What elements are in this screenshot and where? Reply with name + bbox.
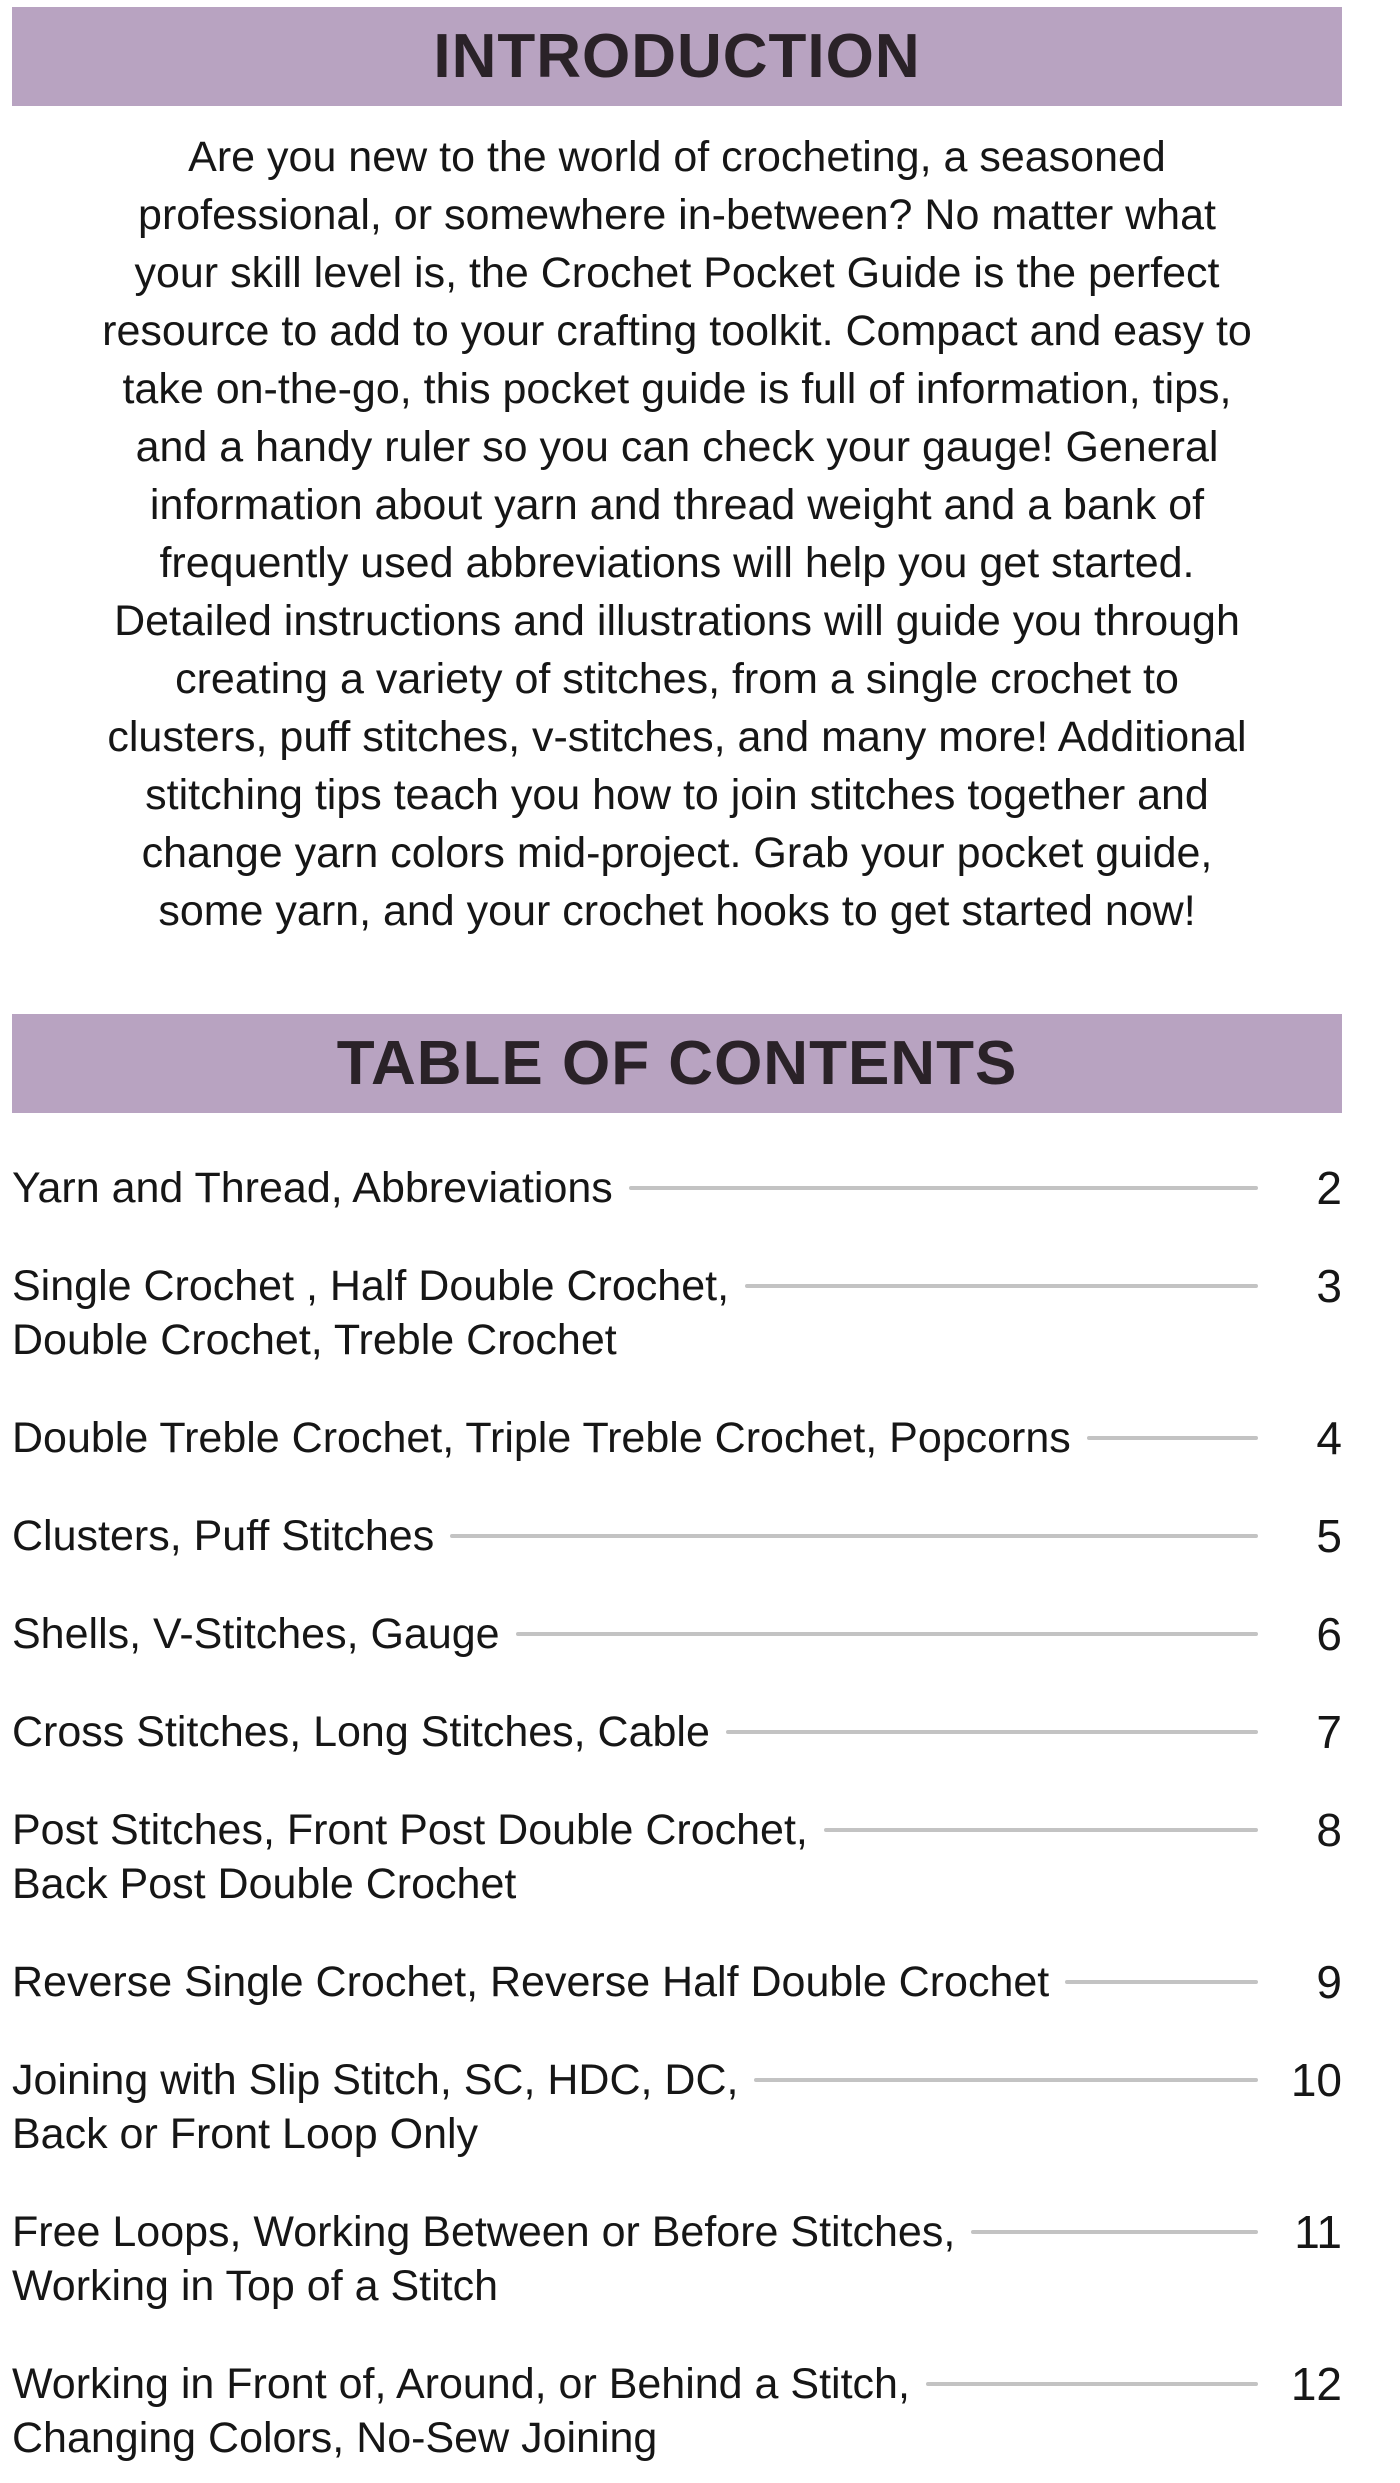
introduction-header-bar: [12, 7, 1342, 106]
intro-line: resource to add to your crafting toolkit. Compact and easy to: [102, 307, 1252, 355]
toc-entry-row: [12, 1705, 1342, 1759]
toc-leader-line: [629, 1186, 1258, 1190]
toc-entry-title: Free Loops, Working Between or Before Stitches,: [12, 2207, 956, 2256]
toc-entry-subtitle: Back Post Double Crochet: [12, 1860, 517, 1908]
toc-entry: [12, 1161, 1342, 1215]
intro-line: stitching tips teach you how to join stitches together and: [145, 771, 1209, 819]
toc-entry-title: Working in Front of, Around, or Behind a Stitch,: [12, 2359, 910, 2408]
page-content: [12, 7, 1342, 2465]
toc-entry-row: [12, 2205, 1342, 2259]
toc-leader-line: [824, 1828, 1258, 1832]
toc-entry: [12, 1955, 1342, 2009]
toc-page-number: 5: [1316, 1510, 1342, 1562]
toc-entry-subtitle: Double Crochet, Treble Crochet: [12, 1316, 617, 1364]
introduction-paragraph: [12, 128, 1342, 940]
table-of-contents-title: TABLE OF CONTENTS: [336, 1029, 1018, 1098]
intro-line: clusters, puff stitches, v-stitches, and many more! Additional: [107, 713, 1247, 761]
toc-leader-line: [450, 1534, 1258, 1538]
toc-page-number: 12: [1290, 2358, 1342, 2410]
intro-line: change yarn colors mid-project. Grab your pocket guide,: [141, 829, 1213, 877]
toc-entry-title: Clusters, Puff Stitches: [12, 1511, 435, 1560]
toc-page-number: 2: [1316, 1162, 1342, 1214]
toc-entry-subtitle: Working in Top of a Stitch: [12, 2262, 498, 2310]
toc-leader-line: [1087, 1436, 1258, 1440]
table-of-contents-list: [12, 1161, 1342, 2465]
toc-entry: [12, 1259, 1342, 1367]
toc-entry-row: [12, 1259, 1342, 1313]
toc-entry: [12, 2357, 1342, 2465]
toc-entry-title: Yarn and Thread, Abbreviations: [12, 1163, 613, 1212]
toc-entry-row: [12, 2357, 1342, 2411]
toc-leader-line: [745, 1284, 1258, 1288]
intro-line: Detailed instructions and illustrations will guide you through: [114, 597, 1240, 645]
toc-leader-line: [726, 1730, 1258, 1734]
toc-page-number: 7: [1316, 1706, 1342, 1758]
toc-leader-line: [1065, 1980, 1258, 1984]
toc-entry: [12, 1803, 1342, 1911]
toc-entry: [12, 2053, 1342, 2161]
toc-entry-row: [12, 1509, 1342, 1563]
toc-entry-row: [12, 1161, 1342, 1215]
intro-line: and a handy ruler so you can check your gauge! General: [135, 423, 1219, 471]
toc-entry-row: [12, 1803, 1342, 1857]
toc-entry: [12, 1411, 1342, 1465]
toc-entry-title: Cross Stitches, Long Stitches, Cable: [12, 1707, 710, 1756]
introduction-title: INTRODUCTION: [433, 22, 921, 91]
toc-entry: [12, 1705, 1342, 1759]
intro-line: take on-the-go, this pocket guide is full of information, tips,: [122, 365, 1232, 413]
toc-leader-line: [516, 1632, 1258, 1636]
intro-line: creating a variety of stitches, from a single crochet to: [175, 655, 1179, 703]
intro-line: frequently used abbreviations will help you get started.: [159, 539, 1195, 587]
toc-entry: [12, 2205, 1342, 2313]
toc-entry-title: Double Treble Crochet, Triple Treble Crochet, Popcorns: [12, 1413, 1071, 1462]
toc-page-number: 8: [1316, 1804, 1342, 1856]
intro-line: Are you new to the world of crocheting, a seasoned: [188, 133, 1166, 181]
toc-entry-title: Shells, V-Stitches, Gauge: [12, 1609, 500, 1658]
toc-page-number: 6: [1316, 1608, 1342, 1660]
toc-entry: [12, 1509, 1342, 1563]
toc-leader-line: [754, 2078, 1258, 2082]
toc-page-number: 3: [1316, 1260, 1342, 1312]
intro-line: information about yarn and thread weight and a bank of: [149, 481, 1205, 529]
toc-entry-row: [12, 1411, 1342, 1465]
intro-line: professional, or somewhere in-between? No matter what: [138, 191, 1216, 239]
table-of-contents-header-bar: [12, 1014, 1342, 1113]
toc-entry-row: [12, 1955, 1342, 2009]
toc-page-number: 11: [1294, 2206, 1342, 2258]
toc-entry: [12, 1607, 1342, 1661]
toc-entry-row: [12, 1607, 1342, 1661]
toc-entry-subtitle: Changing Colors, No-Sew Joining: [12, 2414, 658, 2462]
intro-line: some yarn, and your crochet hooks to get started now!: [158, 887, 1196, 935]
toc-entry-title: Reverse Single Crochet, Reverse Half Double Crochet: [12, 1957, 1050, 2006]
toc-entry-title: Post Stitches, Front Post Double Crochet,: [12, 1805, 808, 1854]
toc-entry-title: Single Crochet , Half Double Crochet,: [12, 1261, 730, 1310]
toc-entry-title: Joining with Slip Stitch, SC, HDC, DC,: [12, 2055, 739, 2104]
toc-entry-subtitle: Back or Front Loop Only: [12, 2110, 479, 2158]
toc-page-number: 10: [1290, 2054, 1342, 2106]
toc-entry-row: [12, 2053, 1342, 2107]
toc-leader-line: [926, 2382, 1258, 2386]
toc-page-number: 4: [1316, 1412, 1342, 1464]
intro-line: your skill level is, the Crochet Pocket Guide is the perfect: [134, 249, 1220, 297]
toc-leader-line: [971, 2230, 1258, 2234]
toc-page-number: 9: [1316, 1956, 1342, 2008]
